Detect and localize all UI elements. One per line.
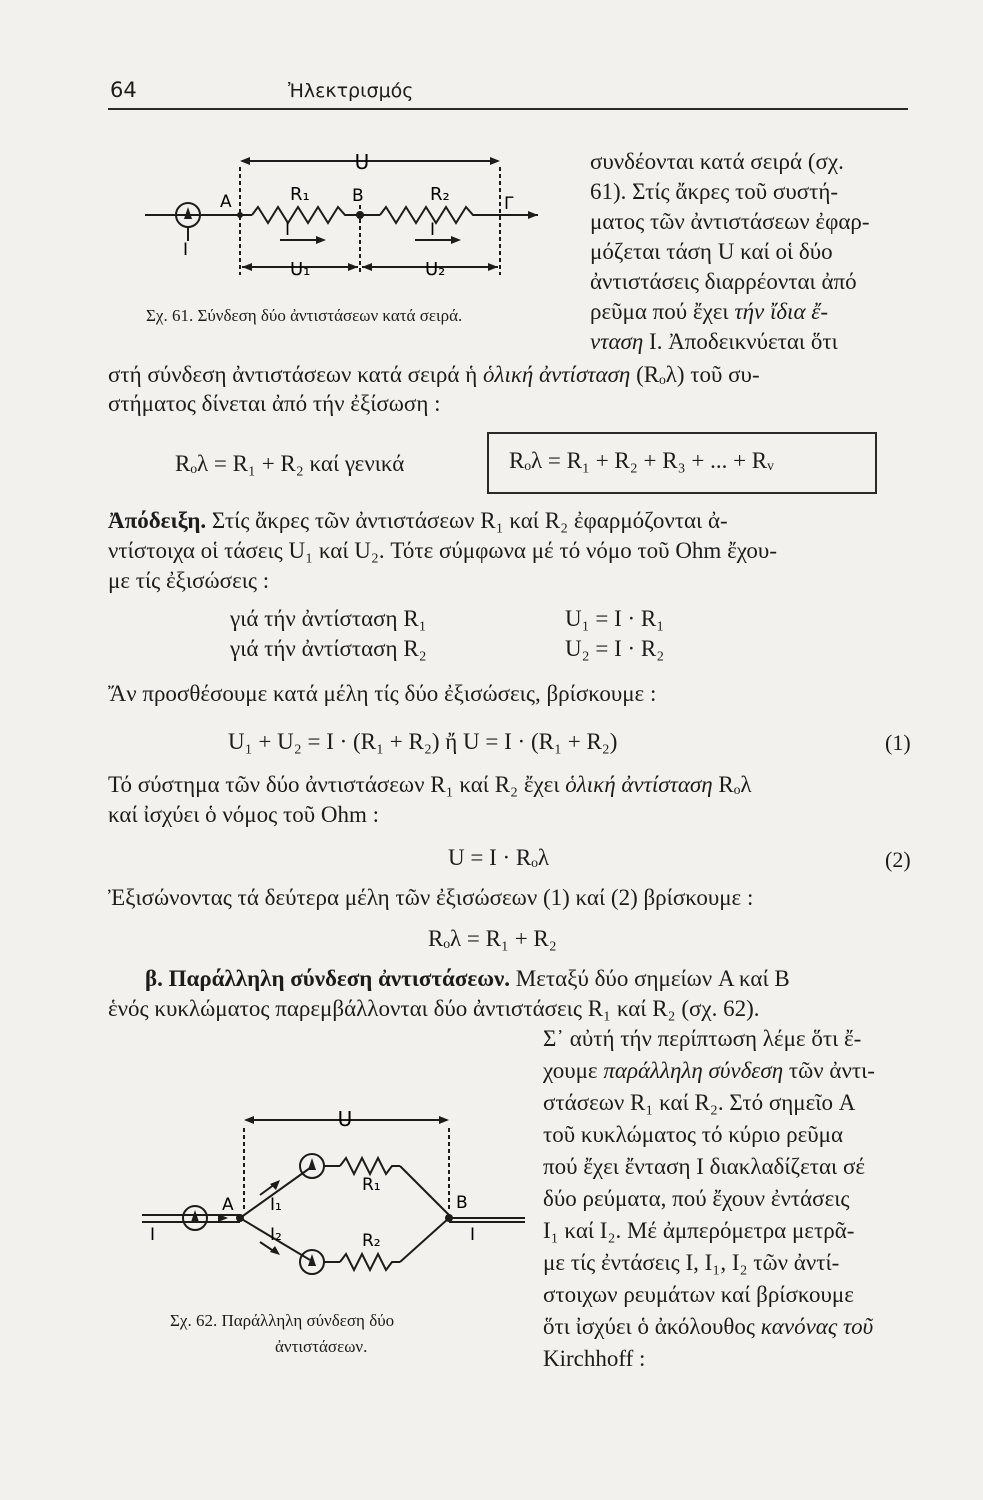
fig61-label-I-left: I [183,240,189,260]
text-span: Στίς ἄκρες τῶν ἀντιστάσεων R₁ καί R₂ ἐφαρμόζονται ἀ- [206,508,728,533]
text-span: Rₒλ [718,772,752,797]
text-span: Μεταξύ δύο σημείων A καί B [510,966,790,991]
fig61-label-U1: U₁ [290,259,311,280]
text-span: I. Ἀποδεικνύεται ὅτι [643,329,838,354]
text-line: I₁ καί I₂. Μέ ἀμπερόμετρα μετρᾶ- [543,1218,855,1243]
page-number: 64 [110,78,137,102]
fig61-label-I2: I [430,220,436,240]
equation-series-general-box [487,432,877,494]
fig61-label-G: Γ [504,194,514,214]
figure-61-caption: Σχ. 61. Σύνδεση δύο ἀντιστάσεων κατά σειρά. [146,306,463,325]
text-line: Ἐξισώνοντας τά δεύτερα μέλη τῶν ἐξισώσεων (1) καί (2) βρίσκουμε : [108,885,754,910]
text-line: τοῦ κυκλώματος τό κύριο ρεῦμα [543,1122,844,1147]
text-line: ντίστοιχα οἱ τάσεις U₁ καί U₂. Τότε σύμφωνα μέ τό νόμο τοῦ Ohm ἔχου- [108,538,777,563]
italic-span: νταση [590,329,644,354]
text-line [590,297,828,326]
equation-2: U = I · Rₒλ [448,845,550,870]
fig62-label-I-right: I [470,1225,476,1245]
text-line [543,1312,873,1341]
fig61-label-U: U [354,150,370,174]
figure-62-caption-line-1: Σχ. 62. Παράλληλη σύνδεση δύο [170,1311,395,1330]
italic-span: παράλληλη σύνδεση [603,1058,784,1083]
text-line [108,506,728,535]
text-span: χουμε [543,1058,598,1083]
fig62-label-R2: R₂ [362,1231,381,1251]
text-line: πού ἔχει ἔνταση I διακλαδίζεται σέ [543,1154,866,1179]
text-line: καί ἰσχύει ὁ νόμος τοῦ Ohm : [108,802,380,827]
text-line [108,770,752,799]
proof-title: Ἀπόδειξη. [108,508,207,533]
figure-62-parallel-circuit [140,1100,530,1300]
text-line: ἀντιστάσεις διαρρέονται ἀπό [590,269,857,294]
equation-U2: U₂ = I · R₂ [565,636,665,661]
text-line: ἑνός κυκλώματος παρεμβάλλονται δύο ἀντιστάσεις R₁ καί R₂ (σχ. 62). [108,996,760,1021]
text-span: (Rₒλ) τοῦ συ- [636,362,760,387]
text-line: με τίς ἐντάσεις I, I₁, I₂ τῶν ἀντί- [543,1250,840,1275]
fig61-label-B: B [352,186,364,206]
fig61-label-R1: R₁ [290,184,310,205]
fig62-label-R1: R₁ [362,1175,381,1195]
text-span: ρεῦμα πού ἔχει [590,299,729,324]
equation-2-number: (2) [885,847,911,872]
figure-61-series-circuit [140,145,560,295]
italic-span: τήν ἴδια ἔ- [734,299,828,324]
text-span: Τό σύστημα τῶν δύο ἀντιστάσεων R₁ καί R₂ ἔχει [108,772,560,797]
fig62-label-U: U [337,1107,353,1131]
equation-3: Rₒλ = R₁ + R₂ [428,926,557,951]
text-line: συνδέονται κατά σειρά (σχ. [590,149,844,174]
text-line: στάσεων R₁ καί R₂. Στό σημεῖο A [543,1090,856,1115]
text-line: μόζεται τάση U καί οἱ δύο [590,239,833,264]
fig61-label-I1: I [285,220,291,240]
text-line: με τίς ἐξισώσεις : [108,568,270,593]
header-rule [108,108,908,110]
text-span: τῶν ἀντι- [788,1058,875,1083]
figure-62-caption-line-2: ἀντιστάσεων. [275,1337,368,1356]
fig62-label-I2: I₂ [270,1225,282,1245]
italic-span: κανόνας τοῦ [760,1314,874,1339]
equation-series-general: Rₒλ = R₁ + R₂ + R₃ + ... + Rᵥ [509,448,774,473]
text-line: στήματος δίνεται ἀπό τήν ἐξίσωση : [108,391,441,416]
fig61-label-A: A [220,192,232,212]
text-line [590,327,838,356]
fig62-label-A: A [222,1195,234,1215]
fig62-label-B: B [456,1193,468,1213]
text-line: Kirchhoff : [543,1346,646,1371]
fig61-label-R2: R₂ [430,184,450,205]
page-header [108,72,908,112]
text-line: δύο ρεύματα, πού ἔχουν ἐντάσεις [543,1186,850,1211]
italic-span: ὁλική ἀντίσταση [482,362,631,387]
equation-series-simple: Rₒλ = R₁ + R₂ καί γενικά [175,451,405,476]
text-line [145,964,790,993]
equation-1-number: (1) [885,730,911,755]
fig62-label-I1: I₁ [270,1195,282,1215]
text-line [543,1056,875,1085]
text-span: στή σύνδεση ἀντιστάσεων κατά σειρά ἡ [108,362,478,387]
text-span: ὅτι ἰσχύει ὁ ἀκόλουθος [543,1314,756,1339]
fig61-label-U2: U₂ [425,259,446,280]
text-line: Ἄν προσθέσουμε κατά μέλη τίς δύο ἐξισώσεις, βρίσκουμε : [108,681,657,706]
running-head: Ἠλεκτρισμός [288,80,414,102]
equation-1: U₁ + U₂ = I · (R₁ + R₂) ἤ U = I · (R₁ + R₂) [228,729,618,754]
text-line: 61). Στίς ἄκρες τοῦ συστή- [590,179,839,204]
equation-U1: U₁ = I · R₁ [565,606,665,631]
italic-span: ὁλική ἀντίσταση [565,772,713,797]
text-line: γιά τήν ἀντίσταση R₁ [230,606,427,631]
section-title-parallel: β. Παράλληλη σύνδεση ἀντιστάσεων. [145,966,511,991]
text-line: Σ᾽ αὐτή τήν περίπτωση λέμε ὅτι ἔ- [543,1026,862,1051]
text-line: ματος τῶν ἀντιστάσεων ἐφαρ- [590,209,870,234]
fig62-label-I-left: I [150,1225,156,1245]
text-line: στοιχων ρευμάτων καί βρίσκουμε [543,1282,854,1307]
text-line: γιά τήν ἀντίσταση R₂ [230,636,427,661]
text-line [108,360,760,389]
